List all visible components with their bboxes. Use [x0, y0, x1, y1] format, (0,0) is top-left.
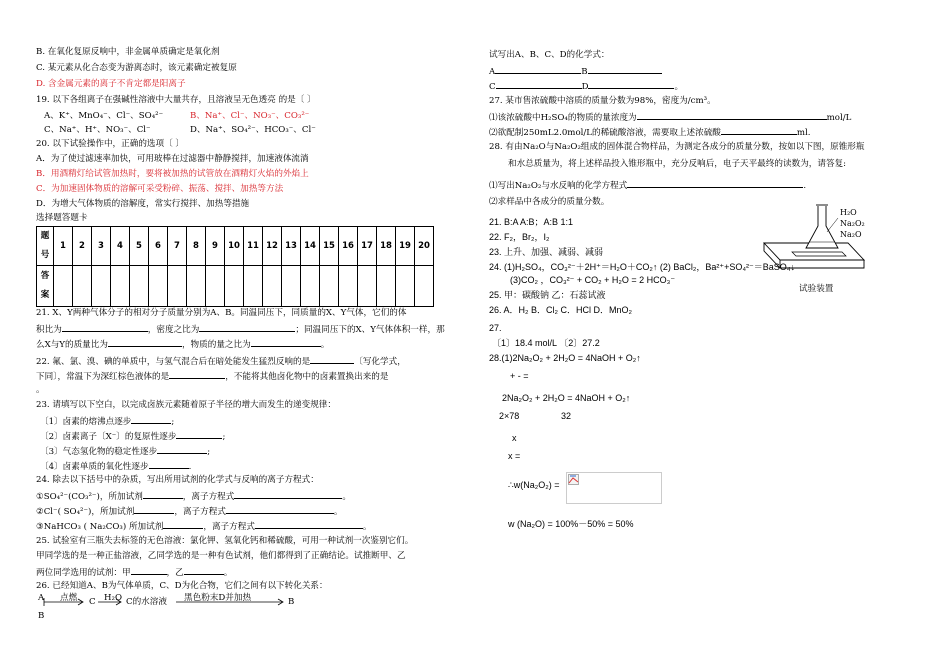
answer-21: 21. B:A A:B；A:B 1:1: [489, 217, 574, 227]
q19-option-b: B、Na⁺、Cl⁻、NO₃⁻、CO₃²⁻: [190, 111, 310, 121]
option-c: C. 某元素从化合态变为游离态时，该元素确定被复原: [36, 63, 237, 73]
scheme-b-right: B: [288, 597, 295, 607]
question-25-line1: 25. 试验室有三瓶失去标签的无色溶液：氯化钾、氢氧化钙和稀硫酸，可用一种试剂一次鉴别它们。: [36, 536, 414, 546]
option-b: B. 在氧化复原反响中，非金属单质确定是氧化剂: [36, 47, 220, 57]
answer-28-x-equals: x =: [508, 451, 521, 461]
answer-24-line1: 24. (1)H₂SO₄，CO₃²⁻＋2H⁺＝H₂O＋CO₂↑ (2) BaCl₂，Ba²⁺+SO₄²⁻＝BaSO₄↓: [489, 262, 795, 272]
question-22-line3: 。: [36, 385, 45, 395]
card-header-number: 题号: [37, 227, 54, 266]
card-number-cell: 6: [149, 227, 168, 266]
q27-item-1: ⑴该浓硫酸中H₂SO₄的物质的量浓度为 mol/L: [489, 110, 851, 124]
q23-item-3: 〔3〕气态氢化物的稳定性逐步 ;: [40, 444, 210, 458]
question-28-line1: 28. 有由Na₂O与Na₂O₂组成的固体混合物样品，为测定各成分的质量分数，按如以下图，原锥形瓶: [489, 142, 865, 152]
q19-option-c: C、Na⁺、H⁺、NO₃⁻、Cl⁻: [44, 125, 151, 135]
q23-item-1: 〔1〕卤素的熔沸点逐步 ;: [40, 414, 174, 428]
question-21-line2: 积比为 ，密度之比为 ；同温同压下的X、Y气体体积一样，那: [36, 322, 445, 336]
q24-item-3: ③NaHCO₃ ( Na₂CO₃) 所加试剂 ，离子方程式 。: [36, 519, 372, 533]
answer-28-mass-left: 2×78: [499, 411, 520, 421]
card-number-cell: 14: [301, 227, 320, 266]
q26-ask: 试写出A、B、C、D的化学式：: [489, 50, 610, 60]
question-24: 24. 除去以下括号中的杂质，写出所用试剂的化学式与反响的离子方程式：: [36, 475, 319, 485]
question-22-line1: 22. 氟、氯、溴、碘的单质中，与氢气混合后在暗处能发生猛烈反响的是 〔写化学式，: [36, 354, 406, 368]
card-number-cell: 9: [206, 227, 225, 266]
card-number-cell: 5: [130, 227, 149, 266]
card-number-cell: 17: [358, 227, 377, 266]
scheme-b-left: B: [38, 611, 45, 621]
question-25-line3: 两位同学选用的试剂：甲 ，乙 。: [36, 565, 232, 579]
answer-28-x: x: [512, 433, 517, 443]
label-na2o: Na₂O: [840, 230, 862, 239]
q19-option-a: A、K⁺、MnO₄⁻、Cl⁻、SO₄²⁻: [44, 111, 164, 121]
question-22-line2: 下同〕，常温下为深红棕色液体的是 ，不能将其他卤化物中的卤素置换出来的是: [36, 369, 389, 383]
q23-item-4: 〔4〕卤素单质的氧化性逐步 .: [40, 459, 191, 473]
answer-28-line1: 28.(1)2Na₂O₂ + 2H₂O = 4NaOH + O₂↑: [489, 353, 641, 363]
card-number-cell: 7: [168, 227, 187, 266]
answer-22: 22. F₂，Br₂，I₂: [489, 232, 550, 242]
q19-option-d: D、Na⁺、SO₄²⁻、HCO₃⁻、Cl⁻: [190, 125, 316, 135]
card-number-cell: 10: [225, 227, 244, 266]
scheme-a: A: [38, 593, 45, 603]
q20-option-a: A．为了使过滤速率加快，可用玻棒在过滤器中静静搅拌，加速液体流淌: [36, 154, 309, 164]
card-number-cell: 12: [263, 227, 282, 266]
q20-option-b: B．用酒精灯给试管加热时，要将被加热的试管放在酒精灯火焰的外焰上: [36, 169, 309, 179]
question-27: 27. 某市售浓硫酸中溶质的质量分数为98%，密度为/cm³。: [489, 96, 716, 106]
question-21-line1: 21. X、Y两种气体分子的相对分子质量分别为A、B。同温同压下，同质量的X、Y气体，它们的体: [36, 308, 407, 318]
question-25-line2: 甲同学选的是一种正盐溶液，乙同学选的是一种有色试剂，他们都得到了正确结论。试推断甲、乙: [36, 551, 406, 561]
scheme-black-powder-label: 黑色粉末D并加热: [184, 593, 252, 603]
card-number-cell: 19: [396, 227, 415, 266]
question-21-line3: 么X与Y的质量比为 ，物质的量之比为 。: [36, 337, 329, 351]
card-number-cell: 18: [377, 227, 396, 266]
answer-28-mass-right: 32: [561, 411, 572, 421]
q28-item-1: ⑴写出Na₂O₂与水反响的化学方程式 .: [489, 178, 806, 192]
question-19: 19. 以下各组离子在强碱性溶液中大量共存，且溶液呈无色透亮 的是〔 〕: [36, 95, 316, 105]
card-number-cell: 20: [415, 227, 434, 266]
answer-25: 25. 甲：碳酸钠 乙：石蕊试液: [489, 290, 606, 300]
scheme-water-label: H₂O: [104, 593, 122, 603]
question-23: 23. 请填写以下空白，以完成卤族元素随着原子半径的增大而发生的递变规律：: [36, 400, 336, 410]
scheme-fire-label: 点燃: [60, 593, 78, 603]
question-20: 20. 以下试验操作中，正确的选项〔 〕: [36, 139, 185, 149]
card-number-cell: 11: [244, 227, 263, 266]
formula-image-placeholder: [566, 472, 662, 504]
answer-28-w-na2o2: ∴w(Na₂O₂) =: [508, 480, 560, 490]
scheme-c-solution: C的水溶液: [126, 597, 167, 607]
conical-flask-icon: [806, 205, 838, 248]
question-26: 26. 已经知道A、B为气体单质，C、D为化合物，它们之间有以下转化关系：: [36, 581, 328, 591]
answer-28-equation: 2Na₂O₂ + 2H₂O = 4NaOH + O₂↑: [502, 393, 631, 403]
answer-24-line2: (3)CO₂ ，CO₃²⁻ + CO₂ + H₂O = 2 HCO₃⁻: [510, 275, 676, 285]
scheme-c: C: [89, 597, 96, 607]
q28-item-2: ⑵求样品中各成分的质量分数。: [489, 197, 610, 207]
q23-item-2: 〔2〕卤素离子〔X⁻〕的复原性逐步 ;: [40, 429, 225, 443]
q20-option-c: C．为加速固体物质的溶解可采受粉碎、振荡、搅拌、加热等方法: [36, 184, 284, 194]
label-na2o2: Na₂O₂: [840, 219, 865, 228]
q24-item-2: ②Cl⁻( SO₄²⁻)，所加试剂 ，离子方程式 。: [36, 504, 343, 518]
card-number-cell: 8: [187, 227, 206, 266]
answer-28-signs: + - =: [510, 371, 529, 381]
card-number-cell: 15: [320, 227, 339, 266]
card-number-cell: 13: [282, 227, 301, 266]
card-number-cell: 3: [92, 227, 111, 266]
answer-27-values: 〔1〕18.4 mol/L 〔2〕27.2: [492, 338, 600, 348]
answer-26: 26. A．H₂ B．Cl₂ C．HCl D．MnO₂: [489, 305, 633, 315]
question-28-line2: 和水总质量为，将上述样品投入锥形瓶中，充分反响后，电子天平最终的读数为，请答复:: [508, 159, 847, 169]
card-number-cell: 16: [339, 227, 358, 266]
answer-23: 23. 上升、加强、减弱、减弱: [489, 247, 604, 257]
q27-item-2: ⑵欲配制250mL2.0mol/L的稀硫酸溶液，需要取上述浓硫酸 ml.: [489, 125, 811, 139]
q20-option-d: D．为增大气体物质的溶解度，常实行搅拌、加热等措施: [36, 199, 250, 209]
q26-formula-cd: C D 。: [489, 79, 683, 93]
label-h2o: H₂O: [840, 208, 857, 217]
answer-28-w-na2o: w (Na₂O) = 100%－50% = 50%: [508, 519, 634, 529]
figure-caption: 试验装置: [799, 284, 834, 294]
option-d: D. 含金属元素的离子不肯定都是阳离子: [36, 79, 186, 89]
answer-27: 27.: [489, 323, 502, 333]
q26-formula-ab: A B: [489, 64, 662, 78]
broken-image-icon: [568, 474, 580, 486]
q24-item-1: ①SO₄²⁻(CO₃²⁻)，所加试剂 ，离子方程式 。: [36, 489, 351, 503]
card-number-cell: 4: [111, 227, 130, 266]
card-number-cell: 2: [73, 227, 92, 266]
card-number-cell: 1: [54, 227, 73, 266]
answer-card-title: 选择题答题卡: [36, 213, 88, 223]
card-header-answer: 答案: [37, 266, 54, 307]
